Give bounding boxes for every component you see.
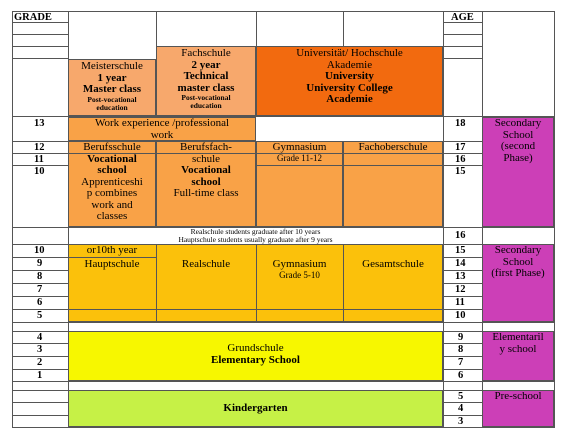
age-number: 8 (458, 344, 464, 355)
upper-inner-line (256, 165, 443, 166)
age-col-left-divider (443, 11, 444, 428)
gesamtschule-label: Gesamtschule (362, 258, 424, 270)
grade-header-line-2 (12, 34, 68, 35)
age-header-line-2 (443, 34, 482, 35)
berufsschule-label: Berufsschule Vocational school Apprenticeshi p combines work and classes (81, 141, 143, 223)
fachschule-label: Fachschule 2 year Technical master class Post-vocational education (177, 47, 235, 111)
grade-number: 10 (34, 245, 45, 256)
age-number: 13 (455, 271, 466, 282)
lower-inner-line (68, 309, 443, 310)
age-number: 15 (455, 166, 466, 177)
grade-number: 6 (37, 297, 43, 308)
lower-col-divider (156, 244, 157, 322)
secondary-first-phase-label: Secondary School (first Phase) (491, 244, 545, 280)
age-number: 12 (455, 284, 466, 295)
gymnasium-lower-label: Gymnasium Grade 5-10 (272, 258, 327, 280)
age-number: 15 (455, 245, 466, 256)
frame-bottom (12, 427, 554, 428)
section-line-upper-top (12, 116, 554, 117)
age-number: 14 (455, 258, 466, 269)
grade-number: 5 (37, 310, 43, 321)
meisterschule-label: Meisterschule 1 year Master class Post-vocational education (81, 60, 143, 112)
grade-number: 2 (37, 357, 43, 368)
age-number: 5 (458, 391, 464, 402)
grade-number: 9 (37, 258, 43, 269)
age-number: 4 (458, 403, 464, 414)
kindergarten-label: Kindergarten (223, 402, 288, 414)
age-number: 9 (458, 332, 464, 343)
age-number: 11 (455, 297, 465, 308)
berufsfachschule-label: Berufsfach- schule Vocational school Full-time class (173, 141, 239, 200)
realschule-label: Realschule (181, 258, 231, 270)
grade-number: 4 (37, 332, 43, 343)
hauptschule-label: Hauptschule (84, 258, 140, 270)
grade-number: 10 (34, 166, 45, 177)
grade-number: 8 (37, 271, 43, 282)
grade-number: 7 (37, 284, 43, 295)
age-header-line-3 (443, 46, 482, 47)
section-line-kinder-top (12, 390, 554, 391)
grade-number: 13 (34, 118, 45, 129)
secondary-second-phase-label: Secondary School (second Phase) (494, 117, 542, 164)
age-header-line-4 (443, 58, 482, 59)
age-number: 3 (458, 416, 464, 427)
grade-header-line-3 (12, 46, 68, 47)
elementary-stage-label: Elementaril y school (492, 331, 544, 355)
grade-header: GRADE (14, 12, 52, 23)
grade-number: 11 (34, 154, 44, 165)
grade-number: 12 (34, 142, 45, 153)
grade-number: 1 (37, 370, 43, 381)
grade-row-line (12, 402, 68, 403)
section-line-middle-bottom (12, 322, 554, 323)
transition-note: Realschule students graduate after 10 years Hauptschule students usually graduate after 9 years (178, 227, 333, 244)
header-box-divider-1 (156, 11, 157, 46)
age-number: 10 (455, 310, 466, 321)
grade-row-line (12, 415, 68, 416)
grade-number: 3 (37, 344, 43, 355)
age-number: 17 (455, 142, 466, 153)
lower-col-divider (256, 244, 257, 322)
primary-label: Grundschule Elementary School (211, 342, 300, 366)
preschool-stage-label: Pre-school (494, 390, 542, 402)
age-number: 16 (455, 154, 466, 165)
age-col-right-divider (482, 11, 483, 428)
section-line-primary-top (12, 331, 554, 332)
age-header: AGE (451, 12, 474, 23)
work-experience-label: Work experience /professional work (94, 117, 230, 141)
grade-header-line-4 (12, 58, 68, 59)
gymnasium-upper-label: Gymnasium Grade 11-12 (272, 141, 327, 163)
age-number: 6 (458, 370, 464, 381)
tenth-year-label: or10th year (86, 244, 138, 256)
age-number: 16 (455, 230, 466, 241)
university-label: Universität/ Hochschule Akademie University University College Academie (296, 47, 403, 106)
frame-left (12, 11, 13, 428)
header-box-divider-2 (256, 11, 257, 46)
age-number: 18 (455, 118, 466, 129)
age-number: 7 (458, 357, 464, 368)
lower-col-divider (343, 244, 344, 322)
header-box-divider-3 (343, 11, 344, 46)
section-line-primary-bottom (12, 381, 554, 382)
frame-right (554, 11, 555, 428)
fachoberschule-label: Fachoberschule (358, 141, 428, 153)
